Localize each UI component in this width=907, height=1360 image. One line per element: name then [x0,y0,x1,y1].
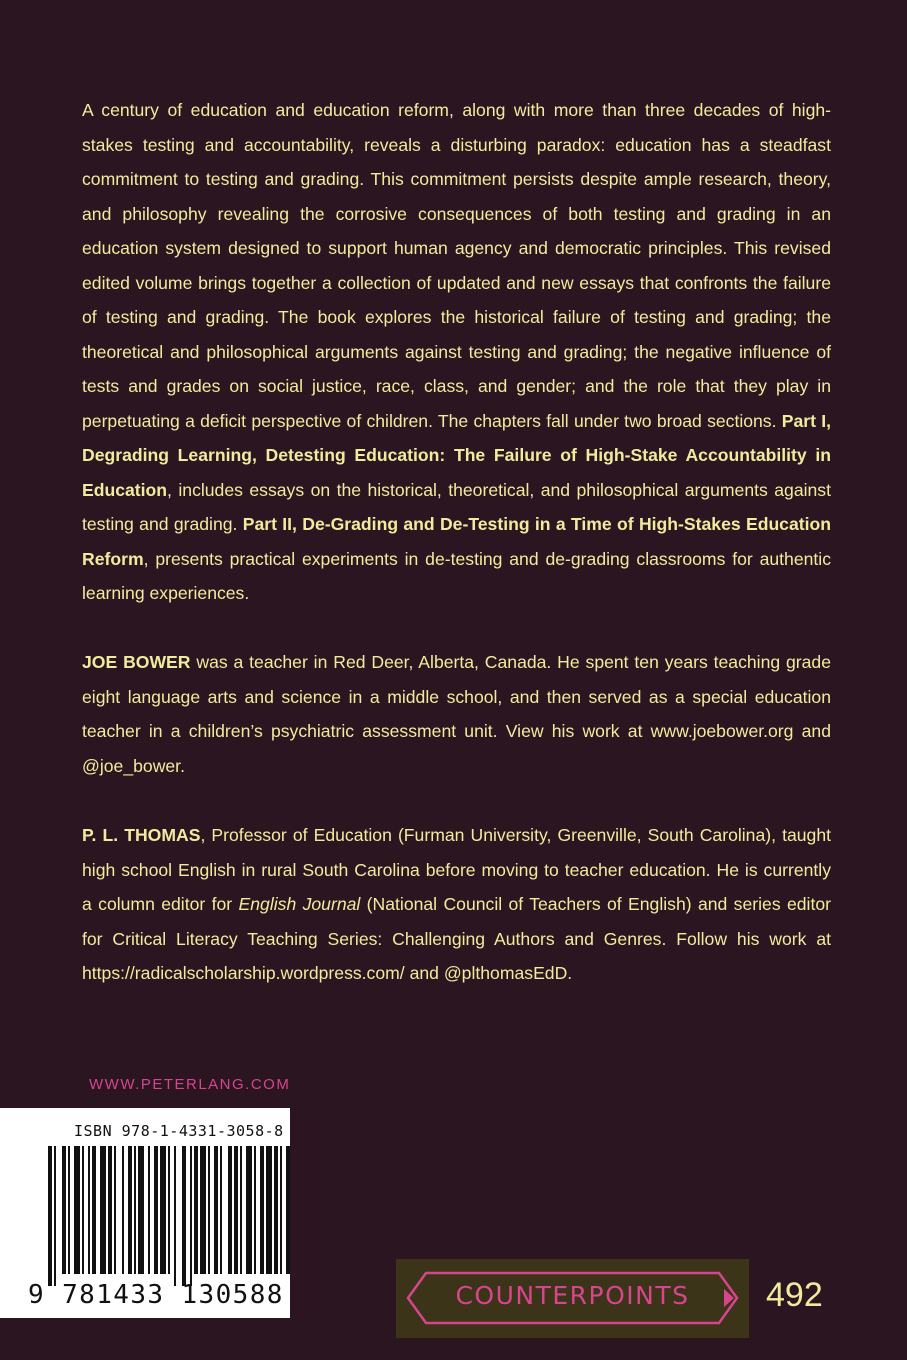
barcode-bar [160,1146,166,1274]
isbn-barcode [0,1108,290,1318]
barcode-bar [274,1146,278,1274]
ean-digits: 9 781433 130588 [28,1280,284,1310]
barcode-bar [134,1146,136,1274]
barcode-bar [62,1146,66,1274]
barcode-bar [74,1146,80,1274]
barcode-bar [100,1146,106,1274]
barcode-bar [138,1146,144,1274]
author-bio-bower [82,645,831,783]
barcode-bar [214,1146,218,1274]
barcode-bar [194,1146,198,1274]
part-one-title: Part I, Degrading Learning, Detesting Education: The Failure of High-Stake Accountability in Education [82,410,832,500]
barcode-bar [68,1146,70,1274]
journal-title: English Journal [238,894,361,914]
part-two-description: , presents practical experiments in de-testing and de-grading classrooms for authentic learning experiences. [82,548,831,603]
series-logo-text: COUNTERPOINTS [455,1281,690,1310]
counterpoints-series-logo [396,1259,749,1338]
barcode-bar [280,1146,282,1274]
author-name-bower: JOE BOWER [82,652,191,672]
series-number: 492 [766,1276,823,1314]
barcode-bar [260,1146,264,1274]
barcode-bar [48,1146,52,1286]
barcode-bar [154,1146,158,1274]
book-description [82,93,831,611]
barcode-bar [266,1146,272,1274]
author-bio-bower-text: was a teacher in Red Deer, Alberta, Canada. He spent ten years teaching grade eight language arts and science in a middle school, and then served as a special education teacher in a children’s psychiatric assessment unit. View his work at www.joebower.org and @joe_bower. [82,652,831,776]
author-name-thomas: P. L. THOMAS [82,825,201,845]
barcode-bar [182,1146,186,1286]
barcode-bar [240,1146,242,1274]
barcode-bar [82,1146,84,1274]
barcode-bar [88,1146,90,1274]
barcode-bar [254,1146,256,1274]
part-one-description: , includes essays on the historical, theoretical, and philosophical arguments against testing and grading. [82,479,831,534]
barcode-bar [92,1146,96,1274]
barcode-bar [200,1146,206,1274]
barcode-bar [128,1146,132,1274]
barcode-bar [168,1146,170,1274]
isbn-label: ISBN 978-1-4331-3058-8 [74,1122,284,1140]
barcode-bar [108,1146,112,1274]
barcode-bar [190,1146,192,1286]
part-two-title: Part II, De-Grading and De-Testing in a Time of High-Stakes Education Reform [82,514,831,569]
barcode-bar [286,1146,290,1274]
barcode-bar [174,1146,176,1286]
barcode-bar [54,1146,56,1286]
barcode-bar [234,1146,238,1274]
description-intro: A century of education and education reform, along with more than three decades of high-stakes testing and accountability, reveals a disturbing paradox: education has a steadfast commitment to testing and grading. This commitment persists despite ample research, theory, and philosophy revealing the corrosive consequences of both testing and grading in an education system designed to support human agency and democratic principles. This revised edited volume brings together a collection of updated and new essays that confronts the failure of testing and grading. The book explores the historical failure of testing and grading; the theoretical and philosophical arguments against testing and grading; the negative influence of tests and grades on social justice, race, class, and gender; and the role that they play in perpetuating a deficit perspective of children. The chapters fall under two broad sections. [82,100,831,431]
barcode-bar [148,1146,150,1274]
barcode-bar [208,1146,210,1274]
barcode-bar [122,1146,124,1274]
barcode-bar [114,1146,116,1274]
barcode-bar [246,1146,252,1274]
author-bio-thomas-text-1: , Professor of Education (Furman University, Greenville, South Carolina), taught high school English in rural South Carolina before moving to teacher education. He is currently a column editor for [82,825,832,914]
barcode-bar [228,1146,232,1274]
barcode-bar [220,1146,222,1274]
author-bio-thomas [82,818,831,991]
author-bio-thomas-text-2: (National Council of Teachers of English) and series editor for Critical Literacy Teaching Series: Challenging Authors and Genres. Follow his work at https://radicalscholarship.wordpress.com/ and @plthomasEdD. [82,894,831,983]
publisher-website: WWW.PETERLANG.COM [89,1076,291,1093]
